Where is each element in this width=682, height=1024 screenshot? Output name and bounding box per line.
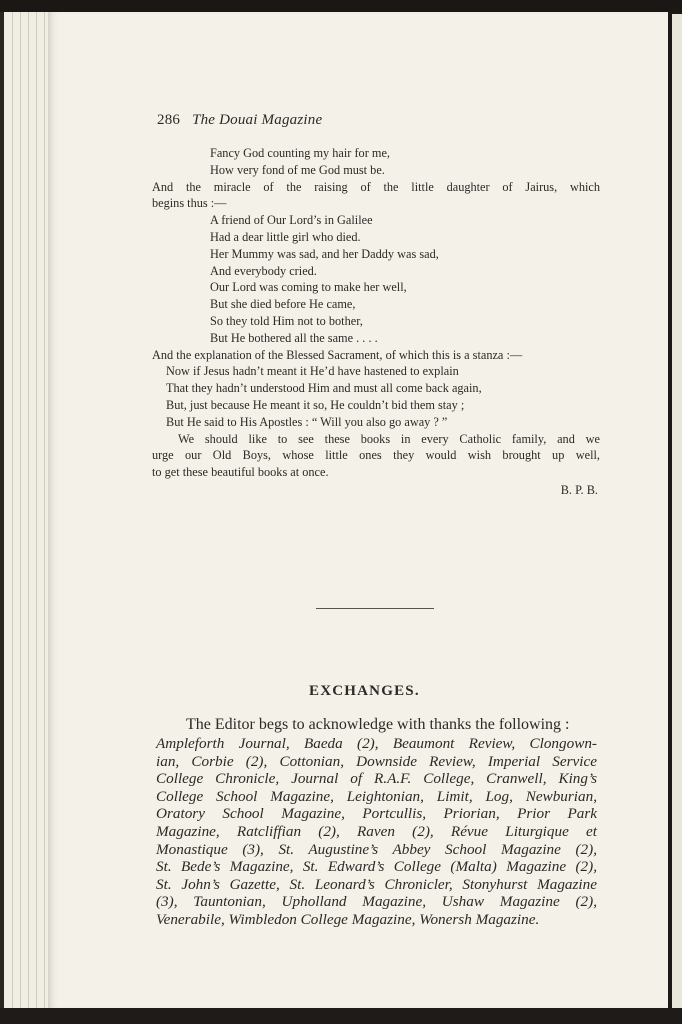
poem-line: But she died before He came, bbox=[210, 297, 356, 312]
exchanges-line: St. Bede’s Magazine, St. Edward’s College (Malta) Magazine (2), bbox=[156, 858, 597, 876]
page-edge bbox=[28, 12, 29, 1012]
closing-line: urge our Old Boys, whose little ones they would wish brought up well, bbox=[152, 448, 600, 463]
prose-line: begins thus :— bbox=[152, 196, 227, 211]
exchanges-line: ian, Corbie (2), Cottonian, Downside Review, Imperial Service bbox=[156, 752, 597, 770]
closing-line: to get these beautiful books at once. bbox=[152, 465, 329, 480]
poem-line: But He bothered all the same . . . . bbox=[210, 330, 378, 345]
stanza-line: But He said to His Apostles : “ Will you also go away ? ” bbox=[166, 414, 448, 429]
exchanges-line: Ampleforth Journal, Baeda (2), Beaumont Review, Clongown- bbox=[156, 735, 597, 752]
page-edge bbox=[20, 12, 21, 1012]
exchanges-line: Magazine, Ratcliffian (2), Raven (2), Révue Liturgique et bbox=[156, 822, 597, 840]
poem-line: Her Mummy was sad, and her Daddy was sad, bbox=[210, 246, 439, 261]
prose-line: And the explanation of the Blessed Sacrament, of which this is a stanza :— bbox=[152, 347, 523, 362]
section-divider bbox=[316, 608, 434, 609]
poem-line: So they told Him not to bother, bbox=[210, 313, 363, 328]
poem-line: Fancy God counting my hair for me, bbox=[210, 146, 390, 160]
page-edges-stack bbox=[4, 12, 48, 1012]
exchanges-heading: EXCHANGES. bbox=[309, 683, 420, 699]
scan-border-top bbox=[0, 0, 682, 12]
poem-line: Our Lord was coming to make her well, bbox=[210, 280, 407, 295]
stanza-line: That they hadn’t understood Him and must all come back again, bbox=[166, 381, 482, 396]
page-number: 286 bbox=[157, 112, 181, 128]
exchanges-line: Monastique (3), St. Augustine’s Abbey School Magazine (2), bbox=[156, 840, 597, 858]
running-header bbox=[157, 112, 322, 129]
poem-line: Had a dear little girl who died. bbox=[210, 229, 361, 244]
poem-line: And everybody cried. bbox=[210, 263, 317, 278]
exchanges-intro: The Editor begs to acknowledge with thanks the following : bbox=[186, 716, 570, 733]
exchanges-line: College School Magazine, Leightonian, Limit, Log, Newburian, bbox=[156, 787, 597, 805]
exchanges-line: College Chronicle, Journal of R.A.F. College, Cranwell, King’s bbox=[156, 770, 597, 788]
exchanges-list bbox=[156, 735, 597, 929]
closing-line: We should like to see these books in every Catholic family, and we bbox=[178, 431, 600, 446]
magazine-title: The Douai Magazine bbox=[192, 112, 323, 128]
prose-line: And the miracle of the raising of the little daughter of Jairus, which bbox=[152, 179, 600, 194]
page-edge bbox=[12, 12, 13, 1012]
stanza-line: But, just because He meant it so, He couldn’t bid them stay ; bbox=[166, 397, 465, 412]
page-edge bbox=[36, 12, 37, 1012]
stanza-line: Now if Jesus hadn’t meant it He’d have hastened to explain bbox=[166, 364, 459, 379]
exchanges-line: St. John’s Gazette, St. Leonard’s Chronicler, Stonyhurst Magazine bbox=[156, 875, 597, 893]
exchanges-line: Oratory School Magazine, Portcullis, Priorian, Prior Park bbox=[156, 805, 597, 823]
poem-line: How very fond of me God must be. bbox=[210, 162, 385, 177]
exchanges-line: Venerabile, Wimbledon College Magazine, Wonersh Magazine. bbox=[156, 910, 540, 928]
poem-line: A friend of Our Lord’s in Galilee bbox=[210, 213, 373, 228]
page-edge bbox=[44, 12, 45, 1012]
scan-border-bottom bbox=[0, 1008, 682, 1024]
signature: B. P. B. bbox=[560, 482, 598, 497]
exchanges-line: (3), Tauntonian, Upholland Magazine, Ushaw Magazine (2), bbox=[156, 893, 597, 911]
facing-page-sliver bbox=[672, 14, 682, 1009]
article-body bbox=[152, 145, 600, 499]
